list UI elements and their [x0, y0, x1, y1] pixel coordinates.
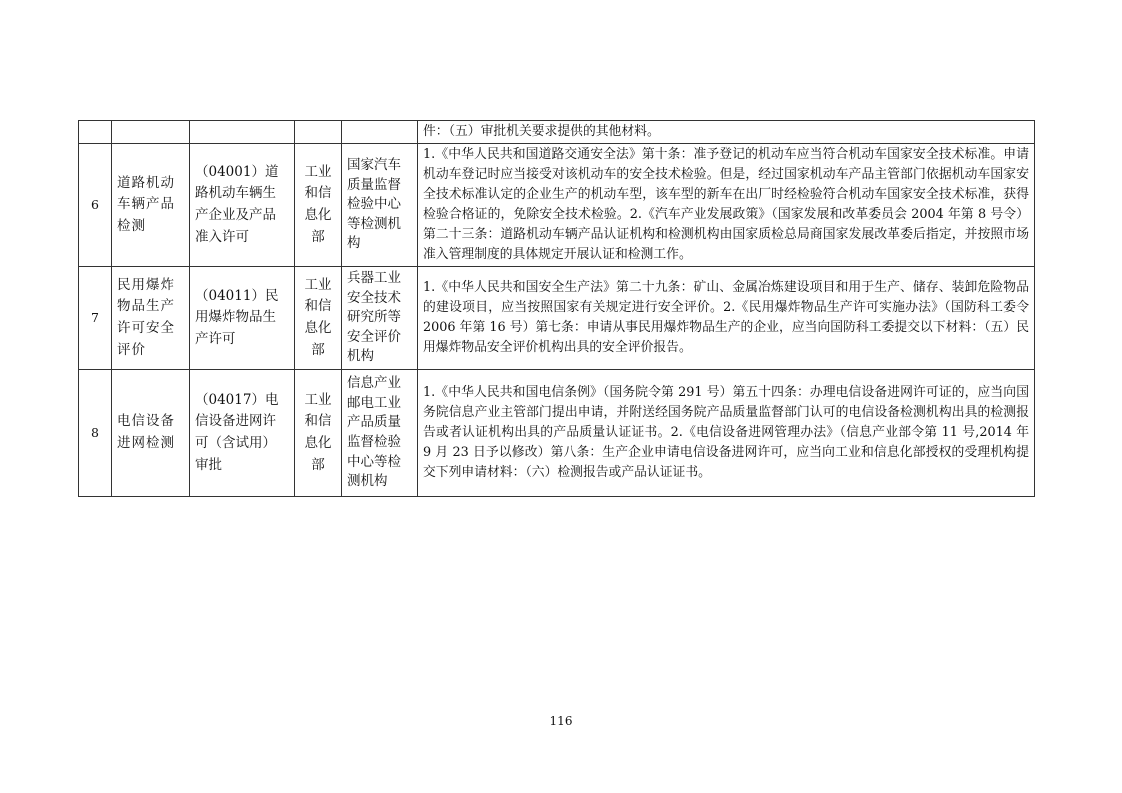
row-number-cell: 6 — [79, 143, 112, 266]
row-number-cell — [79, 121, 112, 144]
table-row — [79, 121, 1035, 144]
service-org-cell: 信息产业邮电工业产品质量监督检验中心等检测机构 — [342, 369, 418, 496]
department-cell: 工业和信息化部 — [295, 369, 342, 496]
service-name-cell: 民用爆炸物品生产许可安全评价 — [112, 266, 190, 369]
department-cell — [295, 121, 342, 144]
row-number-cell: 7 — [79, 266, 112, 369]
table-row — [79, 266, 1035, 369]
approval-item-cell — [190, 121, 295, 144]
department-cell: 工业和信息化部 — [295, 266, 342, 369]
table-row — [79, 369, 1035, 496]
service-org-cell — [342, 121, 418, 144]
service-name-cell: 电信设备进网检测 — [112, 369, 190, 496]
legal-basis-cell: 件：（五）审批机关要求提供的其他材料。 — [418, 121, 1035, 144]
service-org-cell: 国家汽车质量监督检验中心等检测机构 — [342, 143, 418, 266]
table-row — [79, 143, 1035, 266]
row-number-cell: 8 — [79, 369, 112, 496]
page-number: 116 — [549, 714, 573, 728]
legal-basis-cell: 1.《中华人民共和国道路交通安全法》第十条：准予登记的机动车应当符合机动车国家安全技术标准。申请机动车登记时应当接受对该机动车的安全技术检验。但是，经过国家机动车产品主管部门依据机动车国家安全技术标准认定的企业生产的机动车型，该车型的新车在出厂时经检验符合机动车国家安全技术标准，获得检验合格证的，免除安全技术检验。2.《汽车产业发展政策》（国家发展和改革委员会 2004 年第 8 号令）第二十三条：道路机动车辆产品认证机构和检测机构由国家质检总局商国家发展改革委后指定，并按照市场准入管理制度的具体规定开展认证和检测工作。 — [418, 143, 1035, 266]
service-name-cell — [112, 121, 190, 144]
legal-basis-cell: 1.《中华人民共和国电信条例》（国务院令第 291 号）第五十四条：办理电信设备进网许可证的，应当向国务院信息产业主管部门提出申请，并附送经国务院产品质量监督部门认可的电信设备检测机构出具的检测报告或者认证机构出具的产品质量认证证书。2.《电信设备进网管理办法》（信息产业部令第 11 号,2014 年 9 月 23 日予以修改）第八条：生产企业申请电信设备进网许可，应当向工业和信息化部授权的受理机构提交下列申请材料：（六）检测报告或产品认证证书。 — [418, 369, 1035, 496]
legal-basis-cell: 1.《中华人民共和国安全生产法》第二十九条：矿山、金属冶炼建设项目和用于生产、储存、装卸危险物品的建设项目，应当按照国家有关规定进行安全评价。2.《民用爆炸物品生产许可实施办法》（国防科工委令 2006 年第 16 号）第七条：申请从事民用爆炸物品生产的企业，应当向国防科工委提交以下材料：（五）民用爆炸物品安全评价机构出具的安全评价报告。 — [418, 266, 1035, 369]
approval-item-cell: （04011）民用爆炸物品生产许可 — [190, 266, 295, 369]
service-name-cell: 道路机动车辆产品检测 — [112, 143, 190, 266]
approval-items-table — [78, 120, 1035, 497]
approval-item-cell: （04001）道路机动车辆生产企业及产品准入许可 — [190, 143, 295, 266]
approval-item-cell: （04017）电信设备进网许可（含试用）审批 — [190, 369, 295, 496]
department-cell: 工业和信息化部 — [295, 143, 342, 266]
service-org-cell: 兵器工业安全技术研究所等安全评价机构 — [342, 266, 418, 369]
